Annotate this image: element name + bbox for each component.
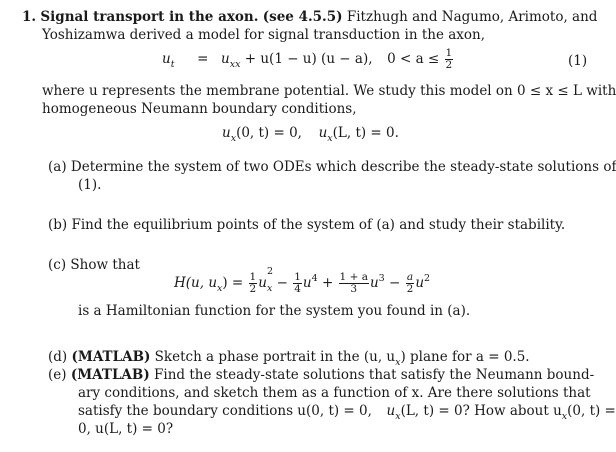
item-e-line1: Find the steady-state solutions that satisfy the Neumann bound- xyxy=(154,367,595,383)
hamiltonian-equation: H(u, $u_x$) = $\frac{1}{2}$ u 2 $_x$ − $\frac{1}{4}$ $u^4$ + $\frac{1 + a}{3}$ $u^3$ − $\frac{a}{2}$ $u^2$ xyxy=(174,266,431,295)
equation-tag: (1) xyxy=(568,53,588,69)
where-line-1: where u represents the membrane potential. We study this model on 0 ≤ x ≤ L with xyxy=(42,83,616,99)
item-e-line2: ary conditions, and sketch them as a function of x. Are there solutions that xyxy=(78,385,591,401)
half-fraction: $\frac{1}{2}$ xyxy=(445,47,453,71)
item-d-matlab: (MATLAB) xyxy=(71,349,151,365)
item-a xyxy=(48,158,616,176)
item-d: (d) (MATLAB) Sketch a phase portrait in the (u, $u_x$) plane for a = 0.5. xyxy=(48,349,530,368)
item-a-line2: (1). xyxy=(78,177,102,193)
item-e-line3: satisfy the boundary conditions u(0, t) = 0, $u_x(L$, t) = 0? How about $u_x(0$, t) = xyxy=(78,403,616,422)
item-c-line3: is a Hamiltonian function for the system you found in (a). xyxy=(78,303,471,319)
problem-number: 1. xyxy=(22,9,37,25)
item-e xyxy=(48,366,594,384)
item-a-line1: Determine the system of two ODEs which describe the steady-state solutions of xyxy=(70,159,616,175)
problem-reference: (see 4.5.5) xyxy=(262,9,343,25)
intro-line-2: Yoshizamwa derived a model for signal transduction in the axon, xyxy=(42,27,486,43)
where-line-2: homogeneous Neumann boundary conditions, xyxy=(42,101,357,117)
intro-line-1: Fitzhugh and Nagumo, Arimoto, and xyxy=(346,9,598,25)
item-b xyxy=(48,216,565,234)
problem-title: Signal transport in the axon. xyxy=(40,9,259,25)
item-c-label: (c) xyxy=(48,257,67,273)
item-e-line4: 0, u(L, t) = 0? xyxy=(78,421,174,437)
problem-header xyxy=(22,8,597,26)
item-a-label: (a) xyxy=(48,159,67,175)
item-e-label: (e) xyxy=(48,367,67,383)
boundary-conditions: $u_x(0$, t) = 0, $u_x(L$, t) = 0. xyxy=(222,125,399,144)
item-b-line1: Find the equilibrium points of the system of (a) and study their stability. xyxy=(71,217,566,233)
item-c-line1: Show that xyxy=(70,257,140,273)
pde-equation: $u_t = u_{xx} + u(1 - u) (u - a)$, 0 < a ≤ $\frac{1}{2}$ xyxy=(162,47,453,71)
item-e-matlab: (MATLAB) xyxy=(70,367,150,383)
item-b-label: (b) xyxy=(48,217,68,233)
item-c xyxy=(48,256,140,274)
item-d-label: (d) xyxy=(48,349,68,365)
